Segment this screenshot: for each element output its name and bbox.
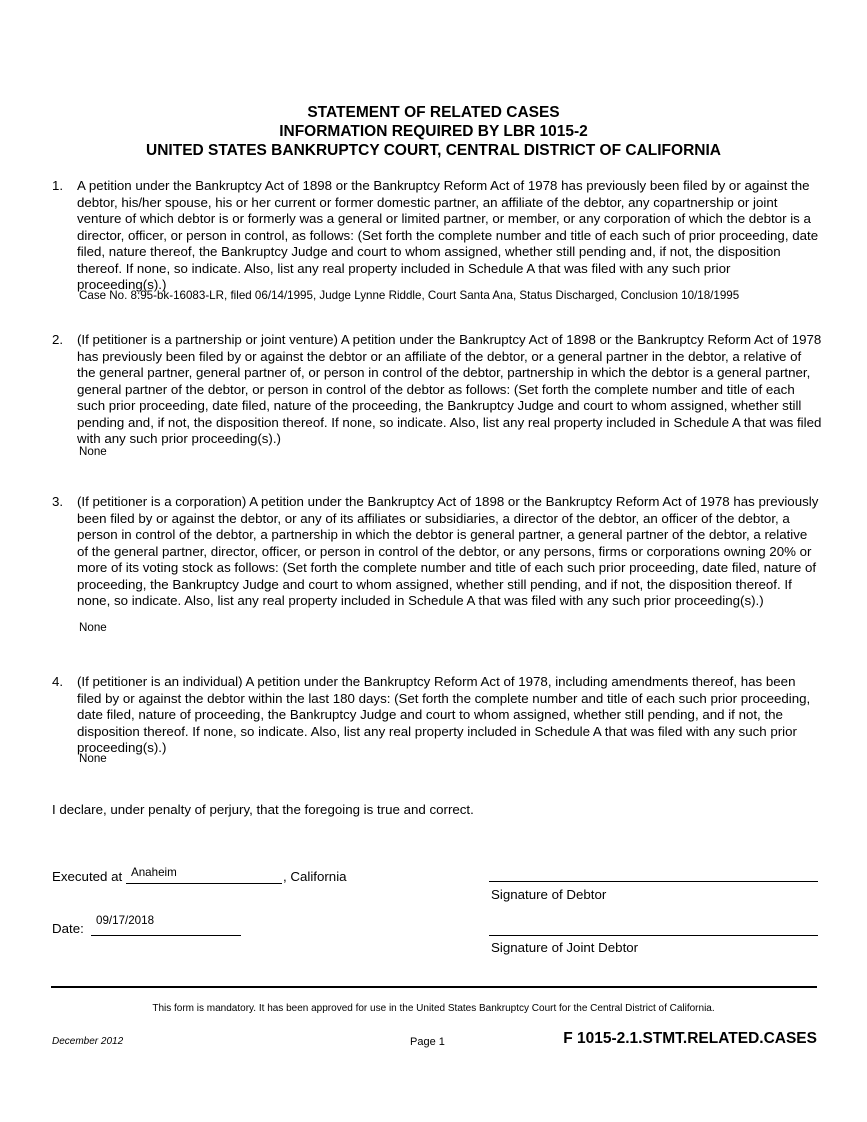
item-4-text: (If petitioner is an individual) A petition under the Bankruptcy Reform Act of 1978, including amendments thereof, has been filed by or against the debtor within the last 180 days: (Set forth the complete number and title of each such prior proceeding, date filed, nature of proceeding, the Bankruptcy Judge and court to whom assigned, whether still pending, and if not, the disposition thereof. If none, so indicate. Also, list any real property included in Schedule A that was filed with any such prior proceeding(s).) xyxy=(77,674,811,755)
joint-debtor-signature-label: Signature of Joint Debtor xyxy=(491,940,639,955)
debtor-signature-label: Signature of Debtor xyxy=(491,887,607,902)
executed-at-field[interactable] xyxy=(126,883,282,884)
item-4-number: 4. xyxy=(52,674,64,689)
form-subtitle: INFORMATION REQUIRED BY LBR 1015-2 xyxy=(279,123,588,140)
date-label: Date: xyxy=(52,921,84,936)
form-revision-date: December 2012 xyxy=(52,1036,124,1047)
item-2-number: 2. xyxy=(52,332,64,347)
item-1-answer: Case No. 8:95-bk-16083-LR, filed 06/14/1995, Judge Lynne Riddle, Court Santa Ana, Status Discharged, Conclusion 10/18/1995 xyxy=(79,289,740,302)
item-3-answer: None xyxy=(79,621,107,634)
item-3-text: (If petitioner is a corporation) A petition under the Bankruptcy Act of 1898 or the Bankruptcy Reform Act of 1978 has previously been filed by or against the debtor, or any of its affiliates or subsidiaries, a director of the debtor, an officer of the debtor, a person in control of the debtor, a partnership in which the debtor is general partner, a general partner of the debtor, a relative of the general partner, director, officer, or person in control of the debtor, or any persons, firms or corporations owning 20% or more of its voting stock as follows: (Set forth the complete number and title of each such prior proceeding, date filed, nature of proceeding, the Bankruptcy Judge and court to whom assigned, whether still pending, and if not, the disposition thereof. If none, so indicate. Also, list any real property included in Schedule A that was filed with any such prior proceeding(s).) xyxy=(77,494,819,608)
date-value: 09/17/2018 xyxy=(96,914,155,927)
item-1-text: A petition under the Bankruptcy Act of 1898 or the Bankruptcy Reform Act of 1978 has previously been filed by or against the debtor, his/her spouse, his or her current or former domestic partner, an affiliate of the debtor, any copartnership or joint venture of which debtor is or formerly was a general or limited partner, or member, or any corporation of which the debtor is a director, officer, or person in control, as follows: (Set forth the complete number and title of each such of prior proceeding, date filed, nature thereof, the Bankruptcy Judge and court to whom assigned, whether still pending and, if not, the disposition thereof. If none, so indicate. Also, list any real property included in Schedule A that was filed with any such prior proceeding(s).) xyxy=(77,178,819,292)
item-4-answer: None xyxy=(79,752,107,765)
date-field[interactable] xyxy=(91,935,241,936)
perjury-declaration: I declare, under penalty of perjury, that the foregoing is true and correct. xyxy=(52,802,474,817)
mandatory-notice: This form is mandatory. It has been approved for use in the United States Bankruptcy Court for the Central District of California. xyxy=(152,1003,715,1014)
item-2-answer: None xyxy=(79,445,107,458)
page-number: Page 1 xyxy=(410,1036,445,1048)
form-title: STATEMENT OF RELATED CASES xyxy=(307,104,560,121)
form-id: F 1015-2.1.STMT.RELATED.CASES xyxy=(563,1030,817,1047)
item-2-text: (If petitioner is a partnership or joint venture) A petition under the Bankruptcy Act of 1898 or the Bankruptcy Reform Act of 1978 has previously been filed by or against the debtor or an affiliate of the debtor, or a general partner in the debtor, a relative of the general partner, general partner of, or person in control of the debtor, partnership in which the debtor is a general partner, general partner of the debtor, or person in control of the debtor as follows: (Set forth the complete number and title of each such prior proceeding, date filed, nature of the proceeding, the Bankruptcy Judge and court to whom assigned, whether still pending and, if not, the disposition thereof. If none, so indicate. Also, list any real property included in Schedule A that was filed with any such prior proceeding(s).) xyxy=(77,332,822,446)
footer-divider xyxy=(51,986,817,988)
joint-debtor-signature-line[interactable] xyxy=(489,935,818,936)
item-3-number: 3. xyxy=(52,494,64,509)
item-1-number: 1. xyxy=(52,178,64,193)
state-suffix: , California xyxy=(283,869,347,884)
debtor-signature-line[interactable] xyxy=(489,881,818,882)
court-name: UNITED STATES BANKRUPTCY COURT, CENTRAL DISTRICT OF CALIFORNIA xyxy=(146,142,721,159)
executed-at-label: Executed at xyxy=(52,869,123,884)
executed-at-value: Anaheim xyxy=(131,866,177,879)
